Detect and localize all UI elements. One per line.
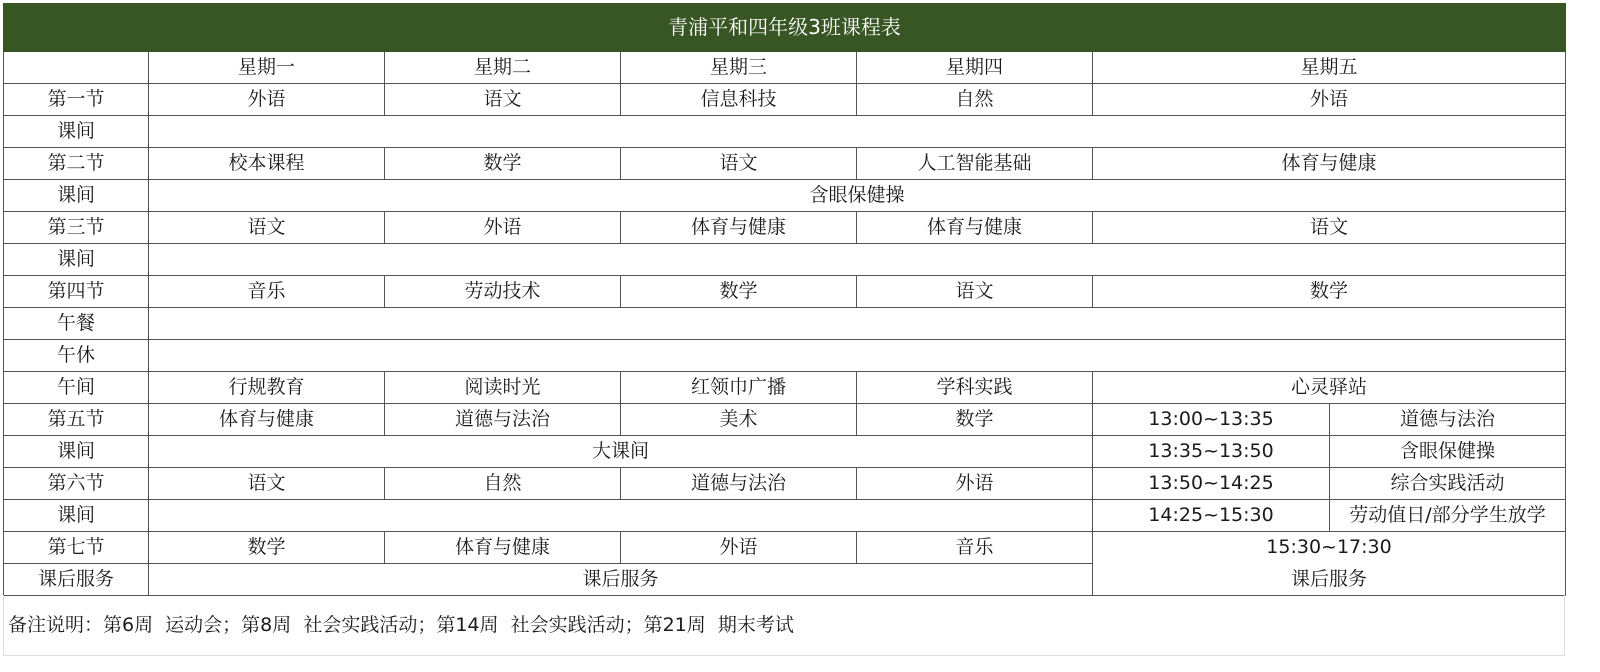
- course-cell: 音乐: [149, 276, 385, 308]
- course-cell: 体育与健康: [857, 212, 1093, 244]
- friday-time-cell: 13:00~13:35: [1093, 404, 1330, 436]
- after-school-cell: 课后服务: [149, 564, 1093, 596]
- course-cell: 体育与健康: [1093, 148, 1566, 180]
- course-cell: 数学: [149, 532, 385, 564]
- title-row: [4, 4, 1566, 52]
- break-row: [4, 436, 1566, 468]
- lunch-row: [4, 308, 1566, 340]
- break-cell: 含眼保健操: [149, 180, 1566, 212]
- friday-time-cell: 13:35~13:50: [1093, 436, 1330, 468]
- course-cell: 数学: [857, 404, 1093, 436]
- period-row: [4, 212, 1566, 244]
- course-cell: 体育与健康: [621, 212, 857, 244]
- break-cell: [149, 340, 1566, 372]
- course-cell: 人工智能基础: [857, 148, 1093, 180]
- row-label: 第五节: [4, 404, 149, 436]
- timetable-title: 青浦平和四年级3班课程表: [4, 4, 1566, 52]
- nap-row: [4, 340, 1566, 372]
- break-cell: [149, 500, 1093, 532]
- course-cell: 语文: [1093, 212, 1566, 244]
- friday-activity-cell: 综合实践活动: [1330, 468, 1566, 500]
- course-cell: 阅读时光: [385, 372, 621, 404]
- period-row: [4, 468, 1566, 500]
- course-cell: 道德与法治: [621, 468, 857, 500]
- break-cell: 大课间: [149, 436, 1093, 468]
- course-cell: 数学: [621, 276, 857, 308]
- course-cell: 劳动技术: [385, 276, 621, 308]
- friday-time-cell: 13:50~14:25: [1093, 468, 1330, 500]
- course-cell: 学科实践: [857, 372, 1093, 404]
- course-cell: 数学: [385, 148, 621, 180]
- course-cell: 语文: [149, 212, 385, 244]
- course-cell: 外语: [1093, 84, 1566, 116]
- row-label: 课间: [4, 180, 149, 212]
- row-label: 第七节: [4, 532, 149, 564]
- course-cell: 语文: [385, 84, 621, 116]
- row-label: 午休: [4, 340, 149, 372]
- break-row: [4, 244, 1566, 276]
- course-cell: 语文: [857, 276, 1093, 308]
- row-label: 午餐: [4, 308, 149, 340]
- course-cell: 语文: [621, 148, 857, 180]
- course-cell: 道德与法治: [385, 404, 621, 436]
- row-label: 第六节: [4, 468, 149, 500]
- row-label: 第一节: [4, 84, 149, 116]
- course-cell: 外语: [149, 84, 385, 116]
- period-row: [4, 532, 1566, 564]
- break-row: [4, 500, 1566, 532]
- course-cell: 外语: [857, 468, 1093, 500]
- weekday-header-tue: 星期二: [385, 52, 621, 84]
- friday-activity-cell: 道德与法治: [1330, 404, 1566, 436]
- course-cell: 心灵驿站: [1093, 372, 1566, 404]
- row-label: 课间: [4, 500, 149, 532]
- course-cell: 音乐: [857, 532, 1093, 564]
- course-cell: 语文: [149, 468, 385, 500]
- break-cell: [149, 244, 1566, 276]
- course-cell: 自然: [385, 468, 621, 500]
- row-label: 第二节: [4, 148, 149, 180]
- friday-activity-cell: 含眼保健操: [1330, 436, 1566, 468]
- period-row: [4, 276, 1566, 308]
- row-label: 午间: [4, 372, 149, 404]
- friday-activity-cell: 劳动值日/部分学生放学: [1330, 500, 1566, 532]
- course-cell: 红领巾广播: [621, 372, 857, 404]
- course-cell: 外语: [385, 212, 621, 244]
- course-cell: 体育与健康: [385, 532, 621, 564]
- friday-time-cell: 14:25~15:30: [1093, 500, 1330, 532]
- break-cell: [149, 116, 1566, 148]
- weekday-header-thu: 星期四: [857, 52, 1093, 84]
- noon-row: [4, 372, 1566, 404]
- row-label: 课间: [4, 436, 149, 468]
- row-label: 课间: [4, 116, 149, 148]
- friday-after-school-cell: [1093, 532, 1566, 596]
- course-cell: 数学: [1093, 276, 1566, 308]
- corner-cell: [4, 52, 149, 84]
- course-cell: 信息科技: [621, 84, 857, 116]
- timetable: [3, 3, 1566, 596]
- period-row: [4, 84, 1566, 116]
- weekday-header-wed: 星期三: [621, 52, 857, 84]
- course-cell: 美术: [621, 404, 857, 436]
- weekday-header-mon: 星期一: [149, 52, 385, 84]
- break-row: [4, 180, 1566, 212]
- course-cell: 外语: [621, 532, 857, 564]
- period-row: [4, 148, 1566, 180]
- weekday-header-row: [4, 52, 1566, 84]
- row-label: 第四节: [4, 276, 149, 308]
- break-row: [4, 116, 1566, 148]
- friday-time-label: 15:30~17:30: [1266, 536, 1392, 558]
- course-cell: 校本课程: [149, 148, 385, 180]
- row-label: 第三节: [4, 212, 149, 244]
- period-row: [4, 404, 1566, 436]
- row-label: 课后服务: [4, 564, 149, 596]
- course-cell: 体育与健康: [149, 404, 385, 436]
- course-cell: 行规教育: [149, 372, 385, 404]
- break-cell: [149, 308, 1566, 340]
- friday-activity-label: 课后服务: [1290, 568, 1367, 590]
- remarks-note: 备注说明：第6周 运动会；第8周 社会实践活动；第14周 社会实践活动；第21周 期末考试: [3, 595, 1565, 656]
- course-cell: 自然: [857, 84, 1093, 116]
- timetable-sheet: [3, 3, 1565, 596]
- weekday-header-fri: 星期五: [1093, 52, 1566, 84]
- row-label: 课间: [4, 244, 149, 276]
